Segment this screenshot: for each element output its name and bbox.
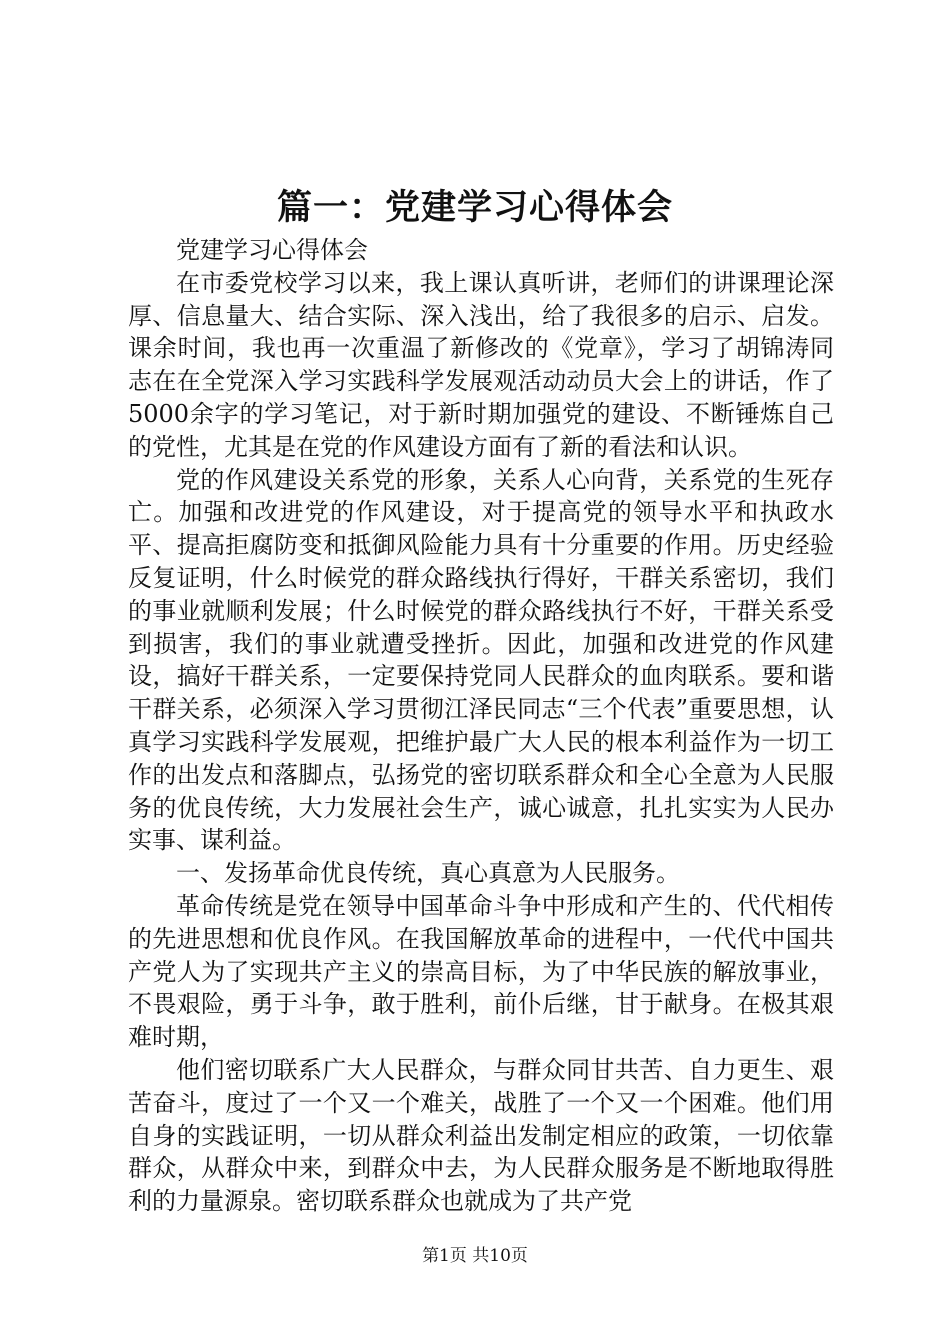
document-title: 篇一：党建学习心得体会 (276, 187, 673, 228)
paragraph: 在市委党校学习以来，我上课认真听讲，老师们的讲课理论深厚、信息量大、结合实际、深入浅出，给了我很多的启示、启发。课余时间，我也再一次重温了新修改的《党章》，学习了胡锦涛同志在在全党深入学习实践科学发展观活动动员大会上的讲话，作了5000余字的学习笔记，对于新时期加强党的建设、不断锤炼自己的党性，尤其是在党的作风建设方面有了新的看法和认识。 (128, 268, 834, 461)
page-number-footer: 第1页 共10页 (422, 1246, 528, 1266)
document-body (128, 234, 834, 1218)
paragraph: 革命传统是党在领导中国革命斗争中形成和产生的、代代相传的先进思想和优良作风。在我国解放革命的进程中，一代代中国共产党人为了实现共产主义的崇高目标，为了中华民族的解放事业，不畏艰险，勇于斗争，敢于胜利，前仆后继，甘于献身。在极其艰难时期， (128, 891, 834, 1052)
section-heading: 一、发扬革命优良传统，真心真意为人民服务。 (176, 859, 680, 888)
paragraph: 他们密切联系广大人民群众，与群众同甘共苦、自力更生、艰苦奋斗，度过了一个又一个难关，战胜了一个又一个困难。他们用自身的实践证明，一切从群众利益出发制定相应的政策，一切依靠群众，从群众中来，到群众中去，为人民群众服务是不断地取得胜利的力量源泉。密切联系群众也就成为了共产党 (128, 1055, 834, 1216)
paragraph: 党的作风建设关系党的形象，关系人心向背，关系党的生死存亡。加强和改进党的作风建设，对于提高党的领导水平和执政水平、提高拒腐防变和抵御风险能力具有十分重要的作用。历史经验反复证明，什么时候党的群众路线执行得好，干群关系密切，我们的事业就顺利发展；什么时候党的群众路线执行不好，干群关系受到损害，我们的事业就遭受挫折。因此，加强和改进党的作风建设，搞好干群关系，一定要保持党同人民群众的血肉联系。要和谐干群关系，必须深入学习贯彻江泽民同志“三个代表”重要思想，认真学习实践科学发展观，把维护最广大人民的根本利益作为一切工作的出发点和落脚点，弘扬党的密切联系群众和全心全意为人民服务的优良传统，大力发展社会生产，诚心诚意，扎扎实实为人民办实事、谋利益。 (128, 465, 834, 855)
paragraph-subtitle: 党建学习心得体会 (176, 236, 368, 264)
